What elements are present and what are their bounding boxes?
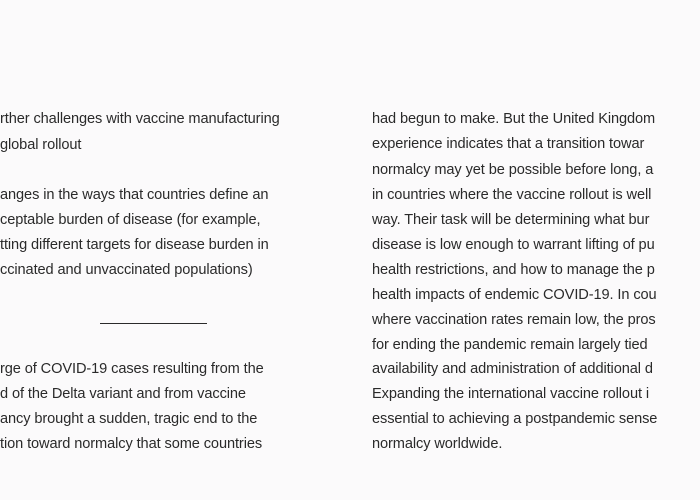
left-line-3: anges in the ways that countries define an: [0, 187, 269, 203]
right-line-13: essential to achieving a postpandemic sense: [372, 411, 658, 427]
right-line-3: normalcy may yet be possible before long, a: [372, 162, 654, 178]
left-line-9: ancy brought a sudden, tragic end to the: [0, 411, 258, 427]
section-divider: [100, 323, 207, 324]
right-line-8: health impacts of endemic COVID-19. In cou: [372, 287, 657, 303]
right-line-4: in countries where the vaccine rollout is well: [372, 187, 652, 203]
left-line-8: d of the Delta variant and from vaccine: [0, 386, 246, 402]
right-line-6: disease is low enough to warrant lifting of pu: [372, 237, 655, 253]
right-line-14: normalcy worldwide.: [372, 436, 503, 452]
right-line-9: where vaccination rates remain low, the pros: [372, 312, 656, 328]
left-line-6: ccinated and unvaccinated populations): [0, 262, 253, 278]
right-line-5: way. Their task will be determining what bur: [372, 212, 650, 228]
left-line-4: ceptable burden of disease (for example,: [0, 212, 261, 228]
right-line-11: availability and administration of additional d: [372, 361, 653, 377]
right-line-1: had begun to make. But the United Kingdom: [372, 111, 656, 127]
right-line-7: health restrictions, and how to manage the p: [372, 262, 655, 278]
right-line-2: experience indicates that a transition towar: [372, 136, 645, 152]
right-line-10: for ending the pandemic remain largely tied: [372, 337, 648, 353]
right-line-12: Expanding the international vaccine rollout i: [372, 386, 650, 402]
left-line-5: tting different targets for disease burden in: [0, 237, 269, 253]
left-line-7: rge of COVID-19 cases resulting from the: [0, 361, 264, 377]
left-line-2: global rollout: [0, 137, 82, 153]
left-line-10: tion toward normalcy that some countries: [0, 436, 263, 452]
left-line-1: rther challenges with vaccine manufacturing: [0, 111, 280, 127]
